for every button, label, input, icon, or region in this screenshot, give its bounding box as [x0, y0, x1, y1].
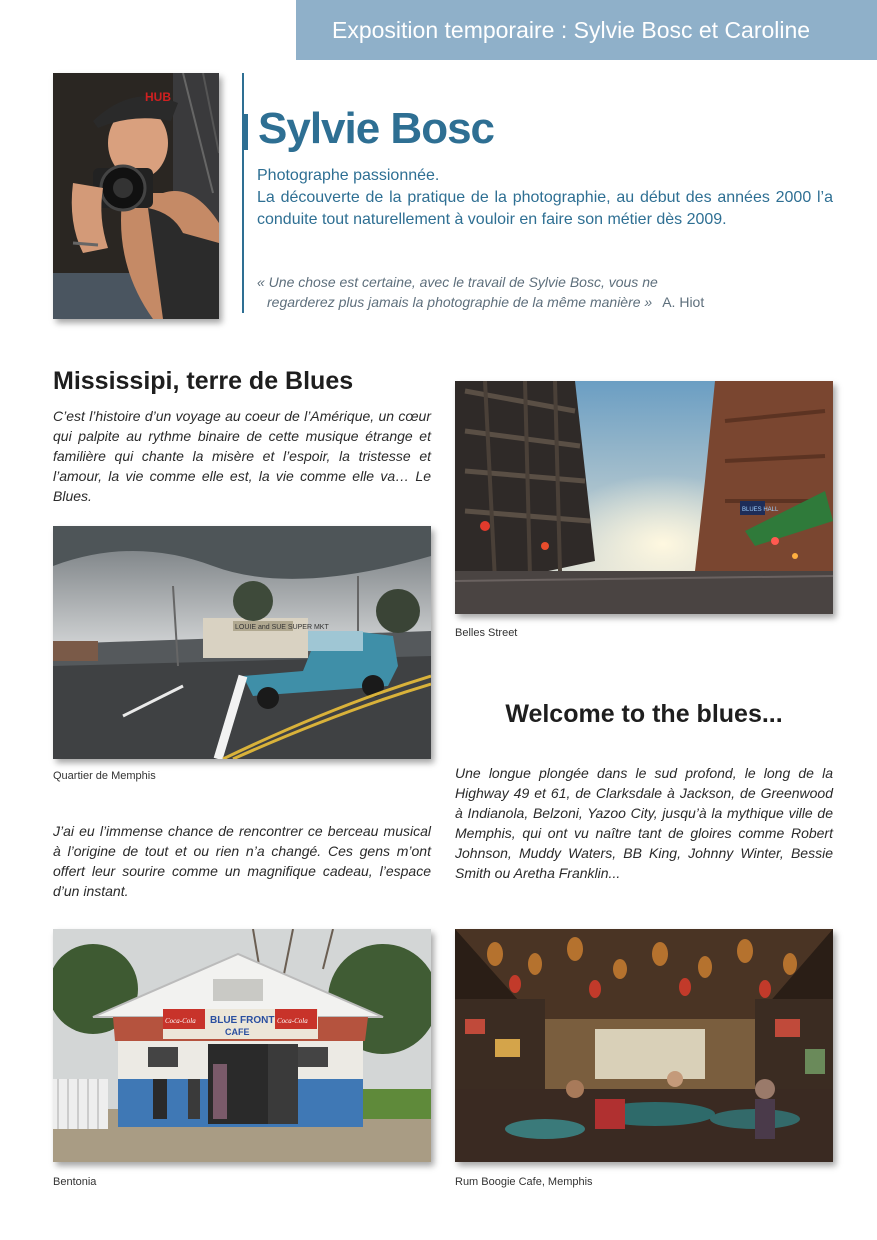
photo-belles-street	[455, 381, 833, 614]
blues-hall-sign: BLUES HALL	[742, 507, 779, 513]
coca-sign-right: Coca-Cola	[277, 1017, 308, 1025]
caption-rum-boogie-cafe: Rum Boogie Cafe, Memphis	[455, 1176, 593, 1188]
bio-line-2: La découverte de la pratique de la photographie, au début des années 2000 l’a conduite tout naturellement à vouloir en faire son métier dès 2009.	[257, 189, 833, 228]
section-title-mississipi: Mississipi, terre de Blues	[53, 367, 354, 395]
cap-logo-text: HUB	[145, 90, 171, 104]
exhibition-banner	[296, 0, 877, 60]
artist-divider-tick	[244, 114, 248, 150]
section-text-mississipi: C’est l’histoire d’un voyage au coeur de l’Amérique, un cœur qui palpite au rythme binaire de cette musique étrange et familière qui chante la misère et l’espoir, la tristesse et l’amour, la vie comme elle est, la vie comme elle va… Le Blues.	[53, 408, 431, 504]
cafe-sign-line1: BLUE FRONT	[210, 1015, 275, 1026]
caption-bentonia: Bentonia	[53, 1176, 97, 1188]
quote-line-1: « Une chose est certaine, avec le travail de Sylvie Bosc, vous ne	[257, 274, 658, 290]
artist-portrait-photo	[53, 73, 219, 319]
coca-sign-left: Coca-Cola	[165, 1017, 196, 1025]
artist-quote	[257, 272, 817, 312]
bio-line-1: Photographe passionnée.	[257, 167, 440, 184]
artist-divider-line	[242, 73, 244, 313]
quote-author: A. Hiot	[662, 294, 705, 310]
caption-memphis: Quartier de Memphis	[53, 770, 156, 782]
artist-name: Sylvie Bosc	[258, 104, 495, 153]
photo-memphis	[53, 526, 431, 759]
cafe-sign-line2: CAFE	[225, 1027, 250, 1037]
section-text-berceau: J’ai eu l’immense chance de rencontrer ce berceau musical à l’origine de tout et ou rien n’a changé. Ces gens m’ont offert leur sourire comme un magnifique cadeau, l’espace d’un instant.	[53, 823, 431, 899]
section-text-welcome: Une longue plongée dans le sud profond, le long de la Highway 49 et 61, de Clarksdale à Jackson, de Greenwood à Indianola, Belzoni, Yazoo City, jusqu’à la mythique ville de Memphis, qui ont vu naître tant de gloires comme Robert Johnson, Muddy Waters, BB King, Johnny Winter, Bessie Smith ou Aretha Franklin...	[455, 765, 833, 881]
caption-belles-street: Belles Street	[455, 627, 518, 639]
banner-title: Exposition temporaire : Sylvie Bosc et Caroline	[332, 17, 811, 43]
artist-bio	[257, 165, 833, 231]
section-title-welcome: Welcome to the blues...	[505, 700, 783, 728]
photo-rum-boogie-cafe	[455, 929, 833, 1162]
quote-line-2: regarderez plus jamais la photographie de la même manière »	[267, 294, 653, 310]
market-sign-text: LOUIE and SUE SUPER MKT	[235, 624, 329, 631]
photo-bentonia	[53, 929, 431, 1162]
